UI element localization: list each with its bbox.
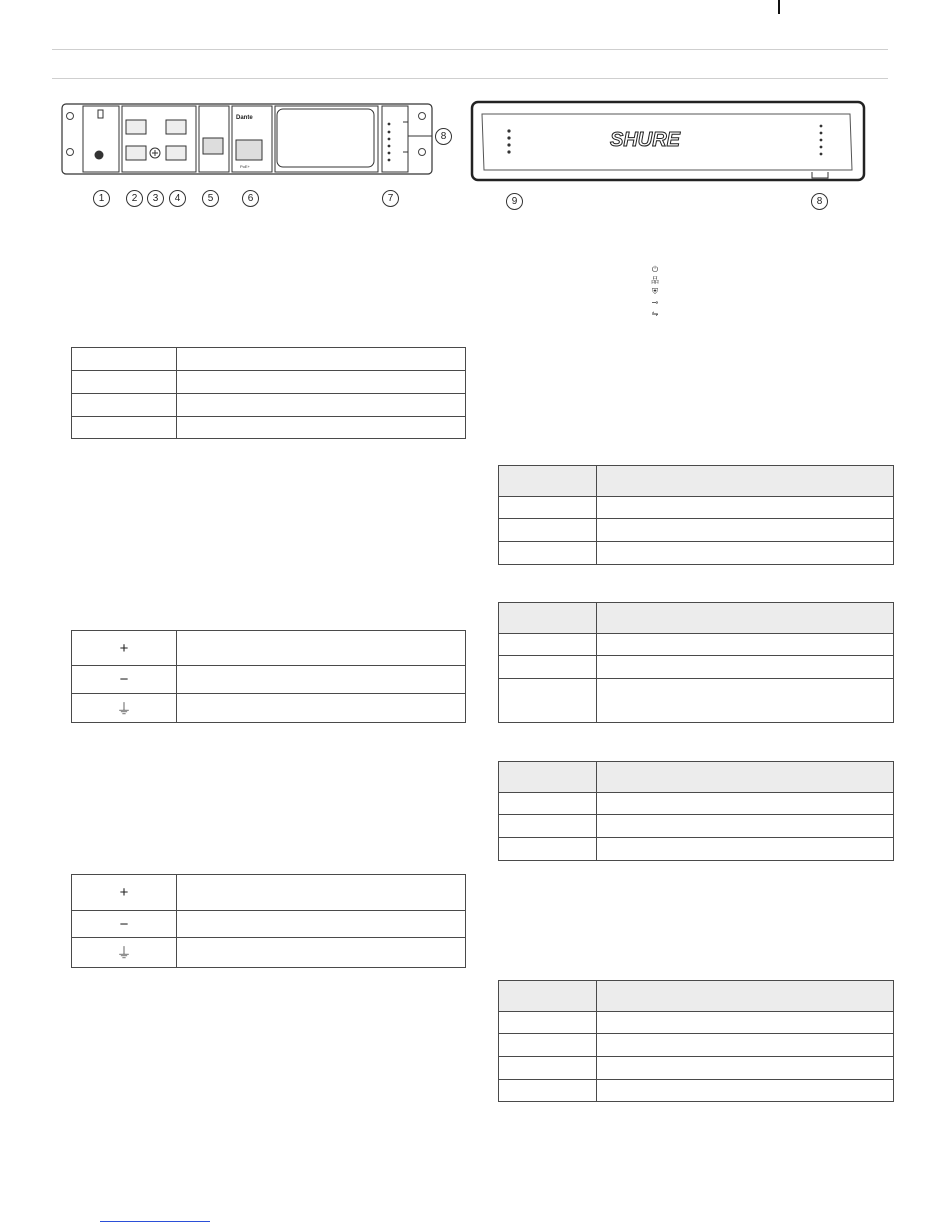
minus-symbol: − bbox=[72, 911, 177, 938]
right-table-3 bbox=[498, 761, 894, 861]
shure-logo: SHURE bbox=[610, 129, 681, 151]
encryption-icon: ⛨ bbox=[652, 287, 658, 296]
led-icon-list bbox=[649, 264, 661, 319]
callout-8-front: 8 bbox=[811, 193, 828, 210]
callout-5: 5 bbox=[202, 190, 219, 207]
plus-symbol: + bbox=[72, 631, 177, 666]
front-panel-diagram bbox=[470, 98, 870, 188]
dante-logo-text: Dante bbox=[236, 115, 253, 121]
header-rule-bottom bbox=[52, 78, 888, 79]
footer-link-underline[interactable] bbox=[100, 1221, 210, 1222]
left-pin-table-2 bbox=[71, 874, 466, 968]
power-icon: ⏻ bbox=[651, 265, 659, 274]
left-pin-table-1 bbox=[71, 630, 466, 723]
network-icon: 品 bbox=[651, 276, 659, 285]
callout-9: 9 bbox=[506, 193, 523, 210]
plus-symbol: + bbox=[72, 875, 177, 911]
callout-8-rear: 8 bbox=[435, 128, 452, 145]
callout-1: 1 bbox=[93, 190, 110, 207]
ground-icon: ⏚ bbox=[72, 694, 177, 723]
minus-symbol: − bbox=[72, 666, 177, 694]
callout-2: 2 bbox=[126, 190, 143, 207]
top-marker-bar bbox=[778, 0, 780, 14]
ground-icon: ⏚ bbox=[72, 938, 177, 968]
rear-panel-diagram bbox=[60, 100, 460, 210]
link-icon: ⊸ bbox=[651, 298, 659, 307]
callout-6: 6 bbox=[242, 190, 259, 207]
callout-7: 7 bbox=[382, 190, 399, 207]
callout-4: 4 bbox=[169, 190, 186, 207]
right-table-1 bbox=[498, 465, 894, 565]
left-table-1 bbox=[71, 347, 466, 439]
poe-label: PoE+ bbox=[240, 164, 250, 169]
callout-3: 3 bbox=[147, 190, 164, 207]
right-table-4 bbox=[498, 980, 894, 1102]
right-table-2 bbox=[498, 602, 894, 723]
header-rule-top bbox=[52, 49, 888, 50]
usb-icon: ⇋ bbox=[651, 309, 659, 318]
